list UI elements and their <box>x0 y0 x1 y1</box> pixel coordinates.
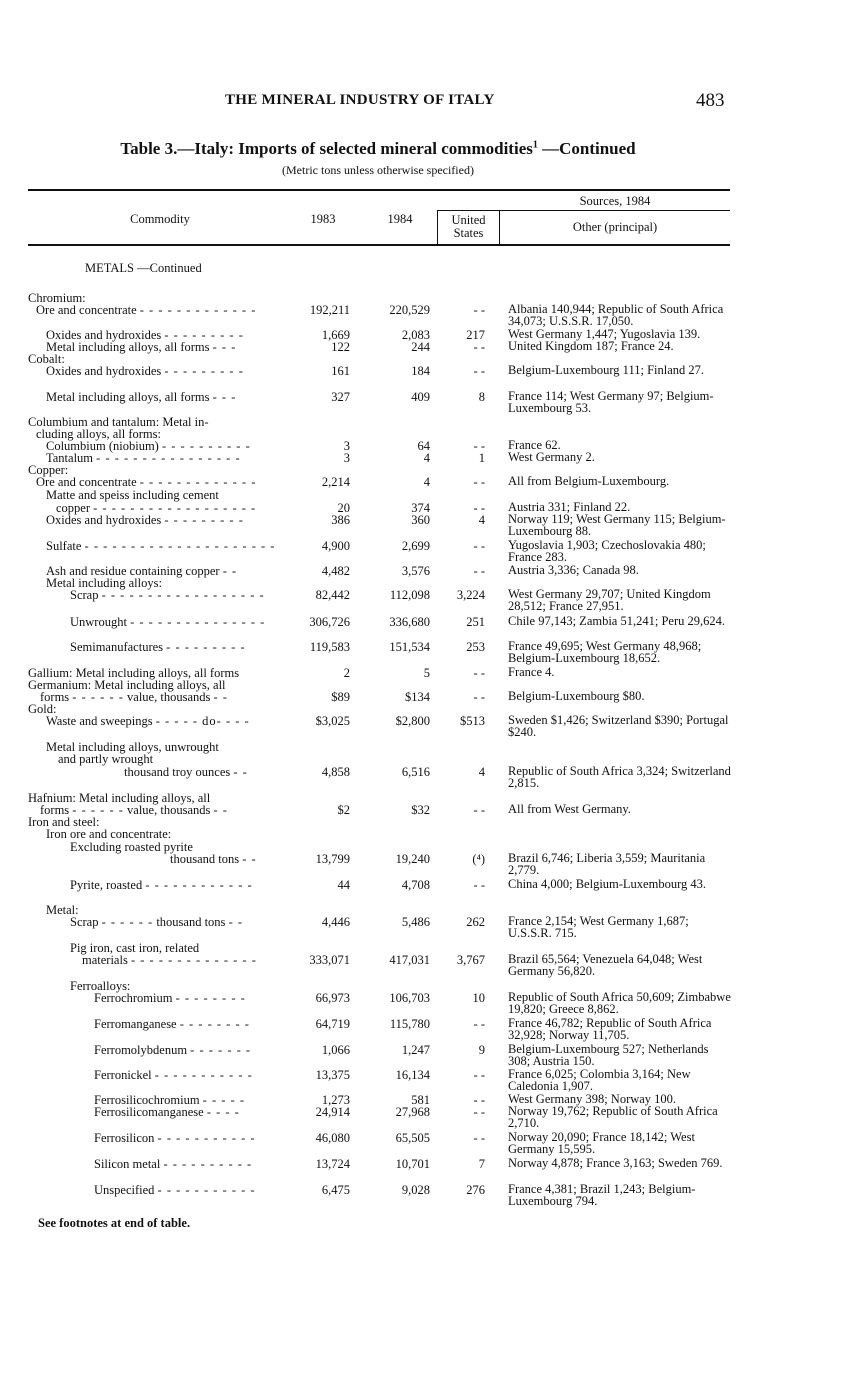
value-united-states: - - <box>473 501 485 515</box>
commodity-name: Ferrochromium <box>94 991 173 1005</box>
value-1984: 16,134 <box>395 1068 430 1082</box>
value-1984: $134 <box>405 690 430 704</box>
value-1984: 64 <box>417 439 430 453</box>
dot-leader: - - - - - - - - - - - <box>157 1183 256 1197</box>
other-sources: Belgium-Luxembourg 111; Finland 27. <box>508 363 705 377</box>
dot-leader: - - - - - - - - <box>179 1017 250 1031</box>
commodity-name: Gallium: Metal including alloys, all forms <box>28 666 240 680</box>
commodity-name: METALS —Continued <box>85 261 202 275</box>
value-united-states: 1 <box>478 451 485 465</box>
dot-leader: - - - - - - - <box>190 1043 252 1057</box>
value-1984: 374 <box>411 501 430 515</box>
commodity-name: Oxides and hydroxides <box>46 364 162 378</box>
other-sources: Norway 20,090; France 18,142; West Germany 15,595. <box>508 1130 695 1156</box>
commodity-name: Metal including alloys: <box>46 576 162 590</box>
value-united-states: 251 <box>466 615 485 629</box>
commodity-label <box>40 691 228 704</box>
commodity-label <box>94 1106 240 1119</box>
dot-leader: - - - - - - - - - - - - - - <box>130 953 257 967</box>
commodity-name: Unwrought <box>70 615 127 629</box>
dot-leader: - - <box>228 915 244 929</box>
dot-leader: - - - - - - - - - <box>164 364 244 378</box>
dot-leader: - - - - - - - - - - - <box>157 1131 256 1145</box>
other-sources: Republic of South Africa 50,609; Zimbabwe 19,820; Greece 8,862. <box>508 990 731 1016</box>
dot-leader: - - - <box>212 390 237 404</box>
footnote-marker: 1 <box>532 139 538 151</box>
value-united-states: - - <box>473 475 485 489</box>
value-united-states: - - <box>473 303 485 317</box>
commodity-label <box>70 589 265 602</box>
value-united-states: - - <box>473 1093 485 1107</box>
value-1984: 4 <box>423 475 430 489</box>
value-united-states: 262 <box>466 915 485 929</box>
commodity-label <box>70 916 243 929</box>
commodity-name: Oxides and hydroxides <box>46 513 162 527</box>
value-1983: 3 <box>343 451 350 465</box>
section-heading <box>85 262 202 275</box>
value-1983: 122 <box>331 340 350 354</box>
value-united-states: - - <box>473 1068 485 1082</box>
other-sources: Belgium-Luxembourg $80. <box>508 689 645 703</box>
other-sources: West Germany 2. <box>508 450 595 464</box>
value-united-states: - - <box>473 539 485 553</box>
dot-leader: - - - - - - - - - <box>164 328 244 342</box>
commodity-label <box>36 476 256 489</box>
commodity-name: Columbium and tantalum: Metal in- <box>28 415 209 429</box>
commodity-name: Ferronickel <box>94 1068 152 1082</box>
commodity-label <box>70 879 253 892</box>
dot-leader: - - - - - - - - - - - - - - - - - - <box>101 588 265 602</box>
value-1983: 82,442 <box>315 588 350 602</box>
table-title <box>0 139 756 159</box>
value-1984: 27,968 <box>395 1105 430 1119</box>
commodity-label <box>94 1132 256 1145</box>
commodity-name: Tantalum <box>46 451 94 465</box>
commodity-label <box>94 992 246 1005</box>
commodity-name: Chromium: <box>28 291 86 305</box>
dot-leader: - - - - - - - - <box>175 991 246 1005</box>
value-1984: 19,240 <box>395 852 430 866</box>
commodity-label <box>46 341 236 354</box>
value-united-states: 4 <box>478 513 485 527</box>
other-sources: Chile 97,143; Zambia 51,241; Peru 29,624. <box>508 614 725 628</box>
commodity-name: Ferrosilicomanganese <box>94 1105 204 1119</box>
value-1984: 151,534 <box>389 640 430 654</box>
value-1984: 106,703 <box>389 991 430 1005</box>
value-1983: 44 <box>337 878 350 892</box>
value-1983: 66,973 <box>315 991 350 1005</box>
commodity-label <box>94 1018 250 1031</box>
other-sources: France 62. <box>508 438 561 452</box>
dot-leader: - - - - - - - - - - - - - - - - - - - - - <box>84 539 276 553</box>
other-sources: Sweden $1,426; Switzerland $390; Portugal $240. <box>508 713 729 739</box>
value-1984: 115,780 <box>389 1017 430 1031</box>
dot-leader: - - - - - - - - - - - <box>154 1068 253 1082</box>
value-1984: 1,247 <box>401 1043 430 1057</box>
value-united-states: - - <box>473 666 485 680</box>
commodity-name: Metal including alloys, unwrought <box>46 740 219 754</box>
commodity-name: Unspecified <box>94 1183 155 1197</box>
other-sources: Brazil 65,564; Venezuela 64,048; West Germany 56,820. <box>508 952 703 978</box>
commodity-label <box>70 641 246 654</box>
value-united-states: - - <box>473 340 485 354</box>
dot-leader: - - <box>242 852 257 866</box>
value-1983: 333,071 <box>309 953 350 967</box>
commodity-label <box>170 853 257 866</box>
other-sources: Albania 140,944; Republic of South Africa 34,073; U.S.S.R. 17,050. <box>508 302 724 328</box>
dot-leader: - - - - - - <box>72 690 124 704</box>
value-1983: 2,214 <box>321 475 350 489</box>
other-sources: West Germany 398; Norway 100. <box>508 1092 677 1106</box>
value-1984: 220,529 <box>389 303 430 317</box>
value-united-states: 276 <box>466 1183 485 1197</box>
commodity-name: Metal: <box>46 903 79 917</box>
value-1984: 112,098 <box>389 588 430 602</box>
col-header-other: Other (principal) <box>572 220 658 234</box>
dot-leader: - - - - - - - - - - <box>161 439 251 453</box>
commodity-name: copper <box>56 501 91 515</box>
dot-leader: - - <box>222 564 238 578</box>
value-1983: 161 <box>331 364 350 378</box>
other-sources: France 4. <box>508 665 555 679</box>
value-1983: 1,273 <box>321 1093 350 1107</box>
commodity-name: Gold: <box>28 702 57 716</box>
value-united-states: - - <box>473 1105 485 1119</box>
commodity-label <box>46 540 275 553</box>
commodity-name: Semimanufactures <box>70 640 164 654</box>
other-sources: West Germany 29,707; United Kingdom 28,512; France 27,951. <box>508 587 711 613</box>
commodity-label <box>94 1044 251 1057</box>
commodity-name: materials <box>82 953 128 967</box>
commodity-name: Germanium: Metal including alloys, all <box>28 678 226 692</box>
commodity-name: Ferroalloys: <box>70 979 131 993</box>
other-sources: All from Belgium-Luxembourg. <box>508 474 670 488</box>
other-sources: Norway 4,878; France 3,163; Sweden 769. <box>508 1156 723 1170</box>
commodity-label <box>36 304 256 317</box>
table-title-suffix: —Continued <box>537 139 636 158</box>
other-sources: France 46,782; Republic of South Africa 32,928; Norway 11,705. <box>508 1016 712 1042</box>
dot-leader: - - - <box>212 340 237 354</box>
other-sources: Yugoslavia 1,903; Czechoslovakia 480; France 283. <box>508 538 706 564</box>
commodity-label <box>46 514 244 527</box>
value-1984: 360 <box>411 513 430 527</box>
commodity-name: Ferromolybdenum <box>94 1043 188 1057</box>
dot-leader: - - - - - - - - - - - - - - - <box>130 615 266 629</box>
commodity-name: Cobalt: <box>28 352 65 366</box>
commodity-name: thousand troy ounces <box>124 765 231 779</box>
dot-leader: - - - - - - - - - - - - - <box>139 475 257 489</box>
dot-leader: - - - - - - - - - - - - - - - - - - <box>93 501 257 515</box>
value-1983: 4,446 <box>321 915 350 929</box>
commodity-label <box>46 828 171 841</box>
commodity-name: Copper: <box>28 463 69 477</box>
commodity-name: Matte and speiss including cement <box>46 488 219 502</box>
value-1984: 2,699 <box>401 539 430 553</box>
other-sources: Belgium-Luxembourg 527; Netherlands 308; Austria 150. <box>508 1042 709 1068</box>
value-1984: 6,516 <box>401 765 430 779</box>
value-1983: 20 <box>337 501 350 515</box>
dot-leader: - - - - - - <box>72 803 124 817</box>
unit-note: value, thousands <box>127 690 211 704</box>
commodity-name: Hafnium: Metal including alloys, all <box>28 791 211 805</box>
commodity-name: Silicon metal <box>94 1157 161 1171</box>
commodity-label <box>46 489 219 502</box>
value-1984: 184 <box>411 364 430 378</box>
other-sources: France 4,381; Brazil 1,243; Belgium-Luxembourg 794. <box>508 1182 696 1208</box>
other-sources: Austria 3,336; Canada 98. <box>508 563 639 577</box>
value-1984: 336,680 <box>389 615 430 629</box>
value-1983: $89 <box>331 690 350 704</box>
value-1984: 3,576 <box>401 564 430 578</box>
commodity-label <box>70 616 265 629</box>
value-1983: 192,211 <box>309 303 350 317</box>
commodity-label <box>82 954 257 967</box>
value-1984: 581 <box>411 1093 430 1107</box>
other-sources: Norway 19,762; Republic of South Africa 2,710. <box>508 1104 718 1130</box>
table-title-text: Table 3.—Italy: Imports of selected mineral commodities <box>120 139 533 158</box>
value-1984: 4 <box>423 451 430 465</box>
unit-note: thousand tons <box>156 915 226 929</box>
value-1983: 4,858 <box>321 765 350 779</box>
dot-leader: - - - - - - - - - - - - <box>145 878 253 892</box>
commodity-name: Oxides and hydroxides <box>46 328 162 342</box>
col-header-commodity: Commodity <box>130 212 190 226</box>
other-sources: United Kingdom 187; France 24. <box>508 339 674 353</box>
commodity-label <box>94 1158 252 1171</box>
dot-leader: - - - - - - <box>101 915 154 929</box>
value-united-states: 4 <box>478 765 485 779</box>
commodity-label <box>58 753 153 766</box>
commodity-name: Metal including alloys, all forms <box>46 340 210 354</box>
value-united-states: (⁴) <box>472 852 485 866</box>
value-1983: 4,482 <box>321 564 350 578</box>
value-1984: 9,028 <box>401 1183 430 1197</box>
commodity-name: and partly wrought <box>58 752 154 766</box>
value-1984: 417,031 <box>389 953 430 967</box>
value-1984: 4,708 <box>401 878 430 892</box>
value-united-states: - - <box>473 439 485 453</box>
value-1983: 24,914 <box>315 1105 350 1119</box>
value-1984: 409 <box>411 390 430 404</box>
dot-leader: - - - - - - - - - - - - - <box>139 303 257 317</box>
col-header-sources: Sources, 1984 <box>579 194 651 208</box>
dot-leader: - - - - - <box>202 1093 245 1107</box>
value-united-states: 7 <box>478 1157 485 1171</box>
other-sources: China 4,000; Belgium-Luxembourg 43. <box>508 877 707 891</box>
commodity-name: Scrap <box>70 915 99 929</box>
commodity-name: Iron and steel: <box>28 815 100 829</box>
other-sources: France 114; West Germany 97; Belgium-Luxembourg 53. <box>508 389 714 415</box>
value-1983: $2 <box>337 803 350 817</box>
dot-leader: - - - - - do- - - - <box>155 714 250 728</box>
value-united-states: - - <box>473 564 485 578</box>
col-header-1983: 1983 <box>310 212 336 226</box>
value-1983: 3 <box>343 439 350 453</box>
commodity-name: Ash and residue containing copper <box>46 564 220 578</box>
commodity-name: Pyrite, roasted <box>70 878 143 892</box>
value-1983: 386 <box>331 513 350 527</box>
other-sources: Austria 331; Finland 22. <box>508 500 631 514</box>
table-subtitle: (Metric tons unless otherwise specified) <box>282 163 474 177</box>
other-sources: France 49,695; West Germany 48,968; Belgium-Luxembourg 18,652. <box>508 639 702 665</box>
value-united-states: $513 <box>460 714 485 728</box>
value-united-states: - - <box>473 690 485 704</box>
commodity-name: Waste and sweepings <box>46 714 153 728</box>
commodity-name: forms <box>40 690 70 704</box>
other-sources: Republic of South Africa 3,324; Switzerland 2,815. <box>508 764 731 790</box>
commodity-label <box>46 391 236 404</box>
col-header-united-states: United States <box>451 213 486 240</box>
commodity-label <box>94 1069 253 1082</box>
commodity-name: cluding alloys, all forms: <box>36 427 161 441</box>
value-1984: $2,800 <box>395 714 430 728</box>
page-number: 483 <box>696 90 725 111</box>
commodity-label <box>124 766 248 779</box>
commodity-name: Excluding roasted pyrite <box>70 840 193 854</box>
commodity-name: Metal including alloys, all forms <box>46 390 210 404</box>
value-1984: 5 <box>423 666 430 680</box>
value-united-states: 3,767 <box>456 953 485 967</box>
commodity-name: Ferromanganese <box>94 1017 177 1031</box>
sources-rule <box>437 210 730 211</box>
dot-leader: - - - - - - - - - <box>166 640 246 654</box>
dot-leader: - - <box>233 765 248 779</box>
col-header-1984: 1984 <box>387 212 413 226</box>
other-sources: France 2,154; West Germany 1,687; U.S.S.R. 715. <box>508 914 689 940</box>
value-united-states: 3,224 <box>456 588 485 602</box>
value-1983: 327 <box>331 390 350 404</box>
dot-leader: - - - - <box>206 1105 240 1119</box>
footnote: See footnotes at end of table. <box>38 1216 191 1230</box>
value-1984: 5,486 <box>401 915 430 929</box>
commodity-label <box>46 715 250 728</box>
commodity-label <box>46 365 244 378</box>
value-1983: 13,724 <box>315 1157 350 1171</box>
value-1984: 65,505 <box>395 1131 430 1145</box>
commodity-name: Ore and concentrate <box>36 475 137 489</box>
commodity-name: Scrap <box>70 588 99 602</box>
other-sources: West Germany 1,447; Yugoslavia 139. <box>508 327 701 341</box>
unit-note: value, thousands <box>127 803 211 817</box>
dot-leader: - - <box>213 803 228 817</box>
value-united-states: 8 <box>478 390 485 404</box>
value-1984: 244 <box>411 340 430 354</box>
value-1983: 4,900 <box>321 539 350 553</box>
dot-leader: - - - - - - - - - - - - - - - - <box>96 451 241 465</box>
header-bottom-rule <box>28 244 730 246</box>
commodity-name: Columbium (niobium) <box>46 439 159 453</box>
value-1984: 2,083 <box>401 328 430 342</box>
value-1983: $3,025 <box>315 714 350 728</box>
value-united-states: 9 <box>478 1043 485 1057</box>
commodity-label <box>46 452 241 465</box>
commodity-name: Pig iron, cast iron, related <box>70 941 200 955</box>
value-1983: 64,719 <box>315 1017 350 1031</box>
value-1983: 13,799 <box>315 852 350 866</box>
other-sources: Norway 119; West Germany 115; Belgium-Luxembourg 88. <box>508 512 726 538</box>
value-1984: 10,701 <box>395 1157 430 1171</box>
commodity-name: thousand tons <box>170 852 240 866</box>
value-united-states: 253 <box>466 640 485 654</box>
dot-leader: - - - - - - - - - - <box>163 1157 253 1171</box>
value-united-states: 10 <box>472 991 485 1005</box>
other-sources: All from West Germany. <box>508 802 631 816</box>
value-1984: $32 <box>411 803 430 817</box>
commodity-name: Ore and concentrate <box>36 303 137 317</box>
value-united-states: - - <box>473 878 485 892</box>
other-sources: Brazil 6,746; Liberia 3,559; Mauritania 2,779. <box>508 851 706 877</box>
value-united-states: - - <box>473 1017 485 1031</box>
value-1983: 1,066 <box>321 1043 350 1057</box>
value-united-states: - - <box>473 1131 485 1145</box>
commodity-name: forms <box>40 803 70 817</box>
running-title: THE MINERAL INDUSTRY OF ITALY <box>225 92 495 108</box>
value-1983: 2 <box>343 666 350 680</box>
value-1983: 1,669 <box>321 328 350 342</box>
value-1983: 119,583 <box>309 640 350 654</box>
commodity-name: Ferrosilicon <box>94 1131 155 1145</box>
dot-leader: - - <box>213 690 228 704</box>
value-1983: 13,375 <box>315 1068 350 1082</box>
value-1983: 46,080 <box>315 1131 350 1145</box>
value-united-states: 217 <box>466 328 485 342</box>
value-united-states: - - <box>473 364 485 378</box>
dot-leader: - - - - - - - - - <box>164 513 244 527</box>
running-header <box>0 90 859 114</box>
other-sources: France 6,025; Colombia 3,164; New Caledonia 1,907. <box>508 1067 691 1093</box>
value-1983: 6,475 <box>321 1183 350 1197</box>
commodity-name: Ferrosilicochromium <box>94 1093 200 1107</box>
commodity-name: Iron ore and concentrate: <box>46 827 172 841</box>
table-top-rule <box>28 189 730 191</box>
value-united-states: - - <box>473 803 485 817</box>
commodity-name: Sulfate <box>46 539 82 553</box>
value-1983: 306,726 <box>309 615 350 629</box>
commodity-label <box>94 1184 256 1197</box>
